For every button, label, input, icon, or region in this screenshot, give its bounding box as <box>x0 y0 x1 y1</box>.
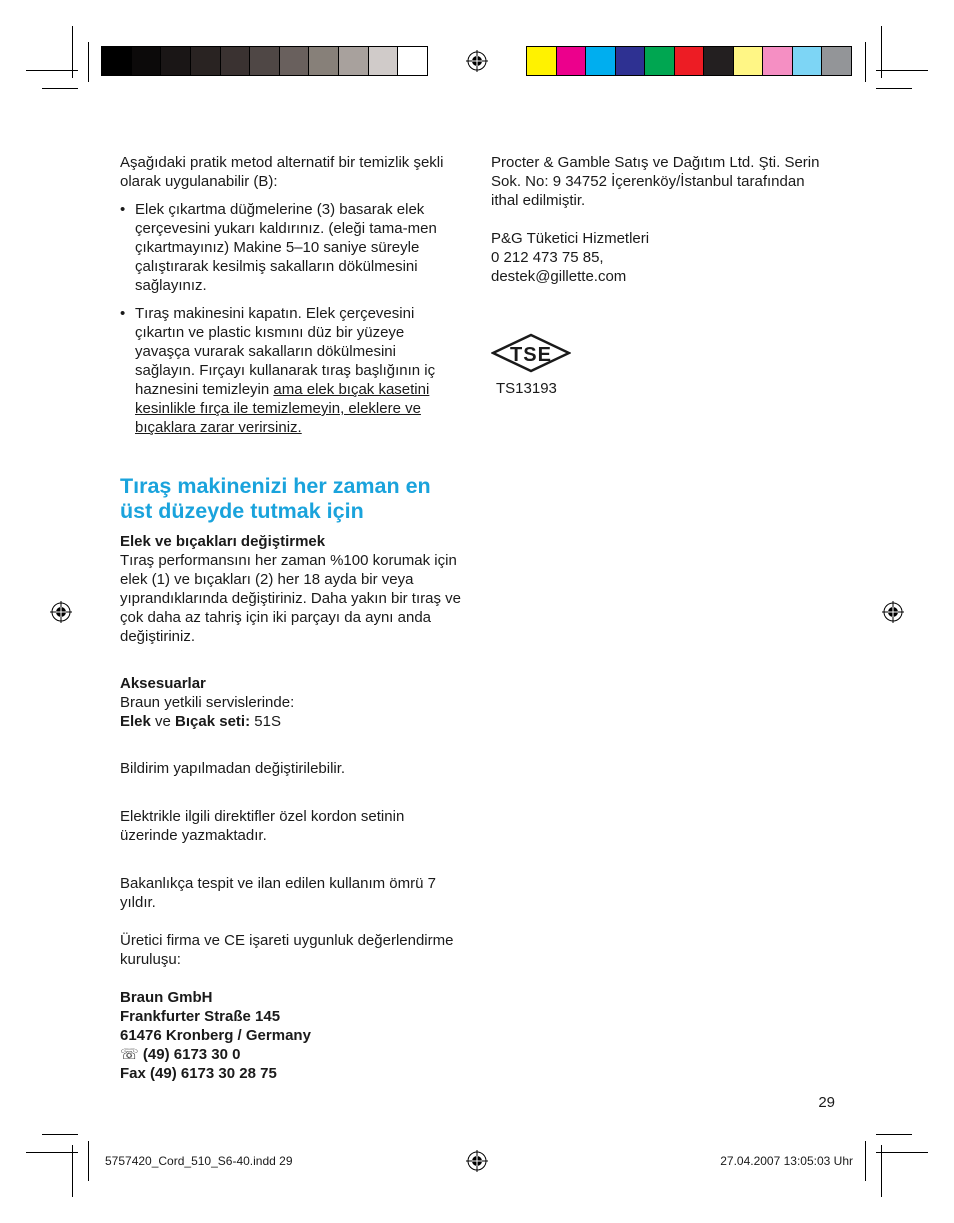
replace-paragraph: Tıraş performansını her zaman %100 korumak için elek (1) ve bıçakları (2) her 18 ayda bir veya yıprandıklarında değiştiriniz. Daha yakın bir tıraş ve çok daha az tahriş için iki parçayı da aynı anda değiştiriniz. <box>120 552 461 645</box>
part-code: 51S <box>250 713 281 730</box>
tse-code: TS13193 <box>496 380 557 397</box>
company-fax: Fax (49) 6173 30 28 75 <box>120 1065 277 1082</box>
color-swatch <box>398 47 427 75</box>
intro-paragraph: Aşağıdaki pratik metod alternatif bir temizlik şekli olarak uygulanabilir (B): <box>120 154 444 190</box>
footer-date: 27.04.2007 13:05:03 Uhr <box>720 1154 853 1168</box>
subheading-accessories: Aksesuarlar <box>120 675 206 692</box>
list-item <box>120 304 465 437</box>
color-swatch <box>132 47 162 75</box>
accessories-line: Braun yetkili servislerinde: <box>120 694 295 711</box>
tse-logo-text: TSE <box>510 344 552 366</box>
left-column <box>120 153 465 1083</box>
company-address <box>120 988 465 1083</box>
bullet-text: Elek çıkartma düğmelerine (3) basarak elek çerçevesini yukarı kaldırınız. (eleği tama-men çıkartmayınız) Makine 5–10 saniye süreyle çalıştırarak kesilmiş sakalların dökülmesini sağlayınız. <box>135 201 437 294</box>
conjunction: ve <box>150 713 176 730</box>
accessories-parts <box>120 712 465 731</box>
grayscale-bar <box>101 46 428 76</box>
color-swatch <box>191 47 221 75</box>
part-foil: Elek <box>120 713 151 730</box>
company-city: 61476 Kronberg / Germany <box>120 1027 311 1044</box>
phone-number: (49) 6173 30 0 <box>138 1046 241 1063</box>
notice-change: Bildirim yapılmadan değiştirilebilir. <box>120 760 346 777</box>
color-swatch <box>675 47 705 75</box>
company-name: Braun GmbH <box>120 989 213 1006</box>
cleaning-steps-list <box>120 200 465 437</box>
color-swatch <box>704 47 734 75</box>
part-cutter: Bıçak seti: <box>175 713 251 730</box>
color-swatch <box>309 47 339 75</box>
color-swatch <box>527 47 557 75</box>
color-swatch <box>586 47 616 75</box>
bullet-text: Tıraş makinesini kapatın. Elek çerçevesini çıkartın ve plastic kısmını düz bir yüzeye yavaşça vurarak sakalların dökülmesini sağlayın. Fırçayı kullanarak tıraş başlığının iç haznesini temizleyin <box>135 305 436 398</box>
registration-mark-icon <box>466 1150 488 1172</box>
color-swatch <box>645 47 675 75</box>
color-swatch <box>280 47 310 75</box>
consumer-title: P&G Tüketici Hizmetleri <box>491 230 650 247</box>
page-number: 29 <box>818 1094 835 1111</box>
color-swatch <box>763 47 793 75</box>
phone-icon: ☏ <box>120 1046 139 1063</box>
color-swatch <box>339 47 369 75</box>
color-bar <box>526 46 852 76</box>
color-swatch <box>822 47 851 75</box>
registration-mark-icon <box>50 601 72 623</box>
color-swatch <box>250 47 280 75</box>
color-swatch <box>102 47 132 75</box>
subheading-replace: Elek ve bıçakları değiştirmek <box>120 533 326 550</box>
color-swatch <box>734 47 764 75</box>
color-swatch <box>161 47 191 75</box>
color-swatch <box>557 47 587 75</box>
color-swatch <box>221 47 251 75</box>
importer-info: Procter & Gamble Satış ve Dağıtım Ltd. Şti. Serin Sok. No: 9 34752 İçerenköy/İstanbul tarafından ithal edilmiştir. <box>491 154 820 209</box>
company-street: Frankfurter Straße 145 <box>120 1008 281 1025</box>
notice-lifetime: Bakanlıkça tespit ve ilan edilen kullanım ömrü 7 yıldır. <box>120 875 436 911</box>
consumer-services <box>491 229 836 286</box>
company-phone <box>120 1045 465 1064</box>
color-swatch <box>616 47 646 75</box>
section-heading: Tıraş makinenizi her zaman en üst düzeyde tutmak için <box>120 474 431 523</box>
notice-manufacturer: Üretici firma ve CE işareti uygunluk değerlendirme kuruluşu: <box>120 932 454 968</box>
notice-electrical: Elektrikle ilgili direktifler özel kordon setinin üzerinde yazmaktadır. <box>120 808 405 844</box>
list-item <box>120 200 465 295</box>
consumer-phone: 0 212 473 75 85, <box>491 249 604 266</box>
footer-file: 5757420_Cord_510_S6-40.indd 29 <box>105 1154 293 1168</box>
color-swatch <box>793 47 823 75</box>
consumer-email: destek@gillette.com <box>491 268 627 285</box>
registration-mark-icon <box>466 50 488 72</box>
registration-mark-icon <box>882 601 904 623</box>
warning-underlined-text: ama elek bıçak kasetini kesinlikle fırça ile temizlemeyin, eleklere ve bıçaklara zarar verirsiniz. <box>135 381 430 436</box>
right-column <box>491 153 836 286</box>
tse-logo <box>491 332 571 374</box>
color-swatch <box>369 47 399 75</box>
